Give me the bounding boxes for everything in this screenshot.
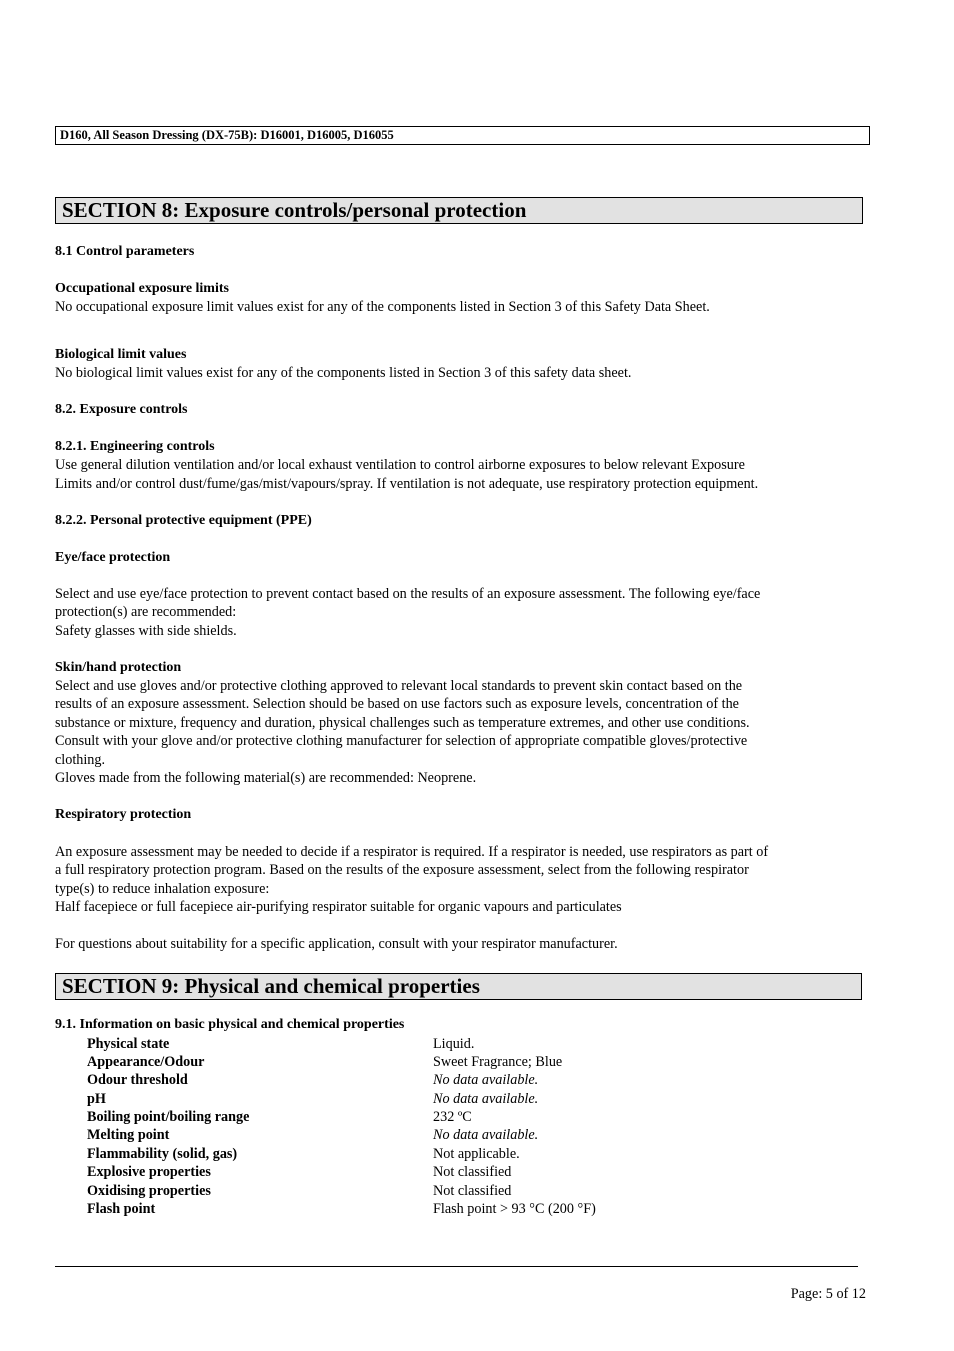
property-row bbox=[55, 1053, 875, 1071]
oel-text: No occupational exposure limit values exist for any of the components listed in Section 3 of this Safety Data Sheet. bbox=[55, 299, 710, 315]
eye-protection-line-1: Select and use eye/face protection to prevent contact based on the results of an exposure assessment. The following eye/face bbox=[55, 586, 761, 602]
section-9-heading: SECTION 9: Physical and chemical properties bbox=[55, 973, 862, 1000]
eye-protection-heading: Eye/face protection bbox=[55, 550, 171, 565]
property-value: Not applicable. bbox=[433, 1145, 520, 1162]
skin-protection-line-1: Select and use gloves and/or protective clothing approved to relevant local standards to prevent skin contact based on the bbox=[55, 678, 743, 694]
respirator-manufacturer-note: For questions about suitability for a specific application, consult with your respirator manufacturer. bbox=[55, 936, 618, 952]
property-row bbox=[55, 1071, 875, 1089]
footer-divider bbox=[55, 1266, 858, 1267]
blv-heading: Biological limit values bbox=[55, 347, 187, 362]
blv-text: No biological limit values exist for any of the components listed in Section 3 of this safety data sheet. bbox=[55, 365, 632, 381]
property-value: No data available. bbox=[433, 1090, 539, 1107]
properties-block bbox=[55, 1016, 875, 1218]
property-value: Sweet Fragrance; Blue bbox=[433, 1053, 563, 1070]
skin-protection-line-2: results of an exposure assessment. Selection should be based on use factors such as exposure levels, concentration of the bbox=[55, 696, 739, 712]
property-row bbox=[55, 1090, 875, 1108]
respiratory-protection-heading: Respiratory protection bbox=[55, 807, 192, 822]
property-value: No data available. bbox=[433, 1072, 539, 1089]
skin-protection-line-4: Consult with your glove and/or protective clothing manufacturer for selection of appropriate compatible gloves/protective bbox=[55, 733, 748, 749]
property-value: Not classified bbox=[433, 1182, 512, 1199]
property-label: Melting point bbox=[87, 1127, 170, 1144]
product-header: D160, All Season Dressing (DX-75B): D16001, D16005, D16055 bbox=[55, 126, 870, 145]
engineering-controls-heading: 8.2.1. Engineering controls bbox=[55, 439, 215, 454]
skin-protection-heading: Skin/hand protection bbox=[55, 660, 182, 675]
ppe-heading: 8.2.2. Personal protective equipment (PPE) bbox=[55, 513, 312, 528]
property-value: No data available. bbox=[433, 1127, 539, 1144]
property-row bbox=[55, 1200, 875, 1218]
property-value: 232 ºC bbox=[433, 1109, 472, 1126]
engineering-controls-line-1: Use general dilution ventilation and/or local exhaust ventilation to control airborne exposures to below relevant Exposure bbox=[55, 457, 745, 473]
respiratory-protection-line-2: a full respiratory protection program. Based on the results of the exposure assessment, select from the following respirator bbox=[55, 862, 749, 878]
respiratory-protection-line-4: Half facepiece or full facepiece air-purifying respirator suitable for organic vapours and particulates bbox=[55, 899, 622, 915]
property-label: Odour threshold bbox=[87, 1072, 188, 1089]
property-label: Flammability (solid, gas) bbox=[87, 1145, 238, 1162]
skin-protection-line-5: clothing. bbox=[55, 752, 106, 768]
property-row bbox=[55, 1035, 875, 1053]
property-row bbox=[55, 1182, 875, 1200]
respiratory-protection-line-1: An exposure assessment may be needed to decide if a respirator is required. If a respirator is needed, use respirators as part of bbox=[55, 844, 769, 860]
property-label: Explosive properties bbox=[87, 1164, 211, 1181]
eye-protection-line-2: protection(s) are recommended: bbox=[55, 604, 237, 620]
property-row bbox=[55, 1108, 875, 1126]
properties-info-heading: 9.1. Information on basic physical and chemical properties bbox=[55, 1017, 405, 1032]
section-8-heading: SECTION 8: Exposure controls/personal protection bbox=[55, 197, 863, 224]
oel-heading: Occupational exposure limits bbox=[55, 281, 229, 296]
property-label: Boiling point/boiling range bbox=[87, 1109, 250, 1126]
property-row bbox=[55, 1163, 875, 1181]
property-value: Not classified bbox=[433, 1164, 512, 1181]
page-number: Page: 5 of 12 bbox=[790, 1286, 866, 1302]
skin-protection-line-6: Gloves made from the following material(s) are recommended: Neoprene. bbox=[55, 770, 477, 786]
property-row bbox=[55, 1126, 875, 1144]
property-label: Oxidising properties bbox=[87, 1182, 211, 1199]
control-parameters-heading: 8.1 Control parameters bbox=[55, 244, 195, 259]
property-value: Flash point > 93 °C (200 °F) bbox=[433, 1201, 596, 1218]
property-value: Liquid. bbox=[433, 1035, 475, 1052]
eye-protection-line-3: Safety glasses with side shields. bbox=[55, 623, 237, 639]
exposure-controls-heading: 8.2. Exposure controls bbox=[55, 402, 188, 417]
respiratory-protection-line-3: type(s) to reduce inhalation exposure: bbox=[55, 881, 270, 897]
engineering-controls-line-2: Limits and/or control dust/fume/gas/mist/vapours/spray. If ventilation is not adequate, use respiratory protection equipment. bbox=[55, 476, 759, 492]
property-label: Flash point bbox=[87, 1201, 156, 1218]
skin-protection-line-3: substance or mixture, frequency and duration, physical challenges such as temperature extremes, and other use conditions. bbox=[55, 715, 750, 731]
property-label: Appearance/Odour bbox=[87, 1053, 205, 1070]
property-label: Physical state bbox=[87, 1035, 170, 1052]
property-row bbox=[55, 1145, 875, 1163]
property-label: pH bbox=[87, 1090, 106, 1107]
